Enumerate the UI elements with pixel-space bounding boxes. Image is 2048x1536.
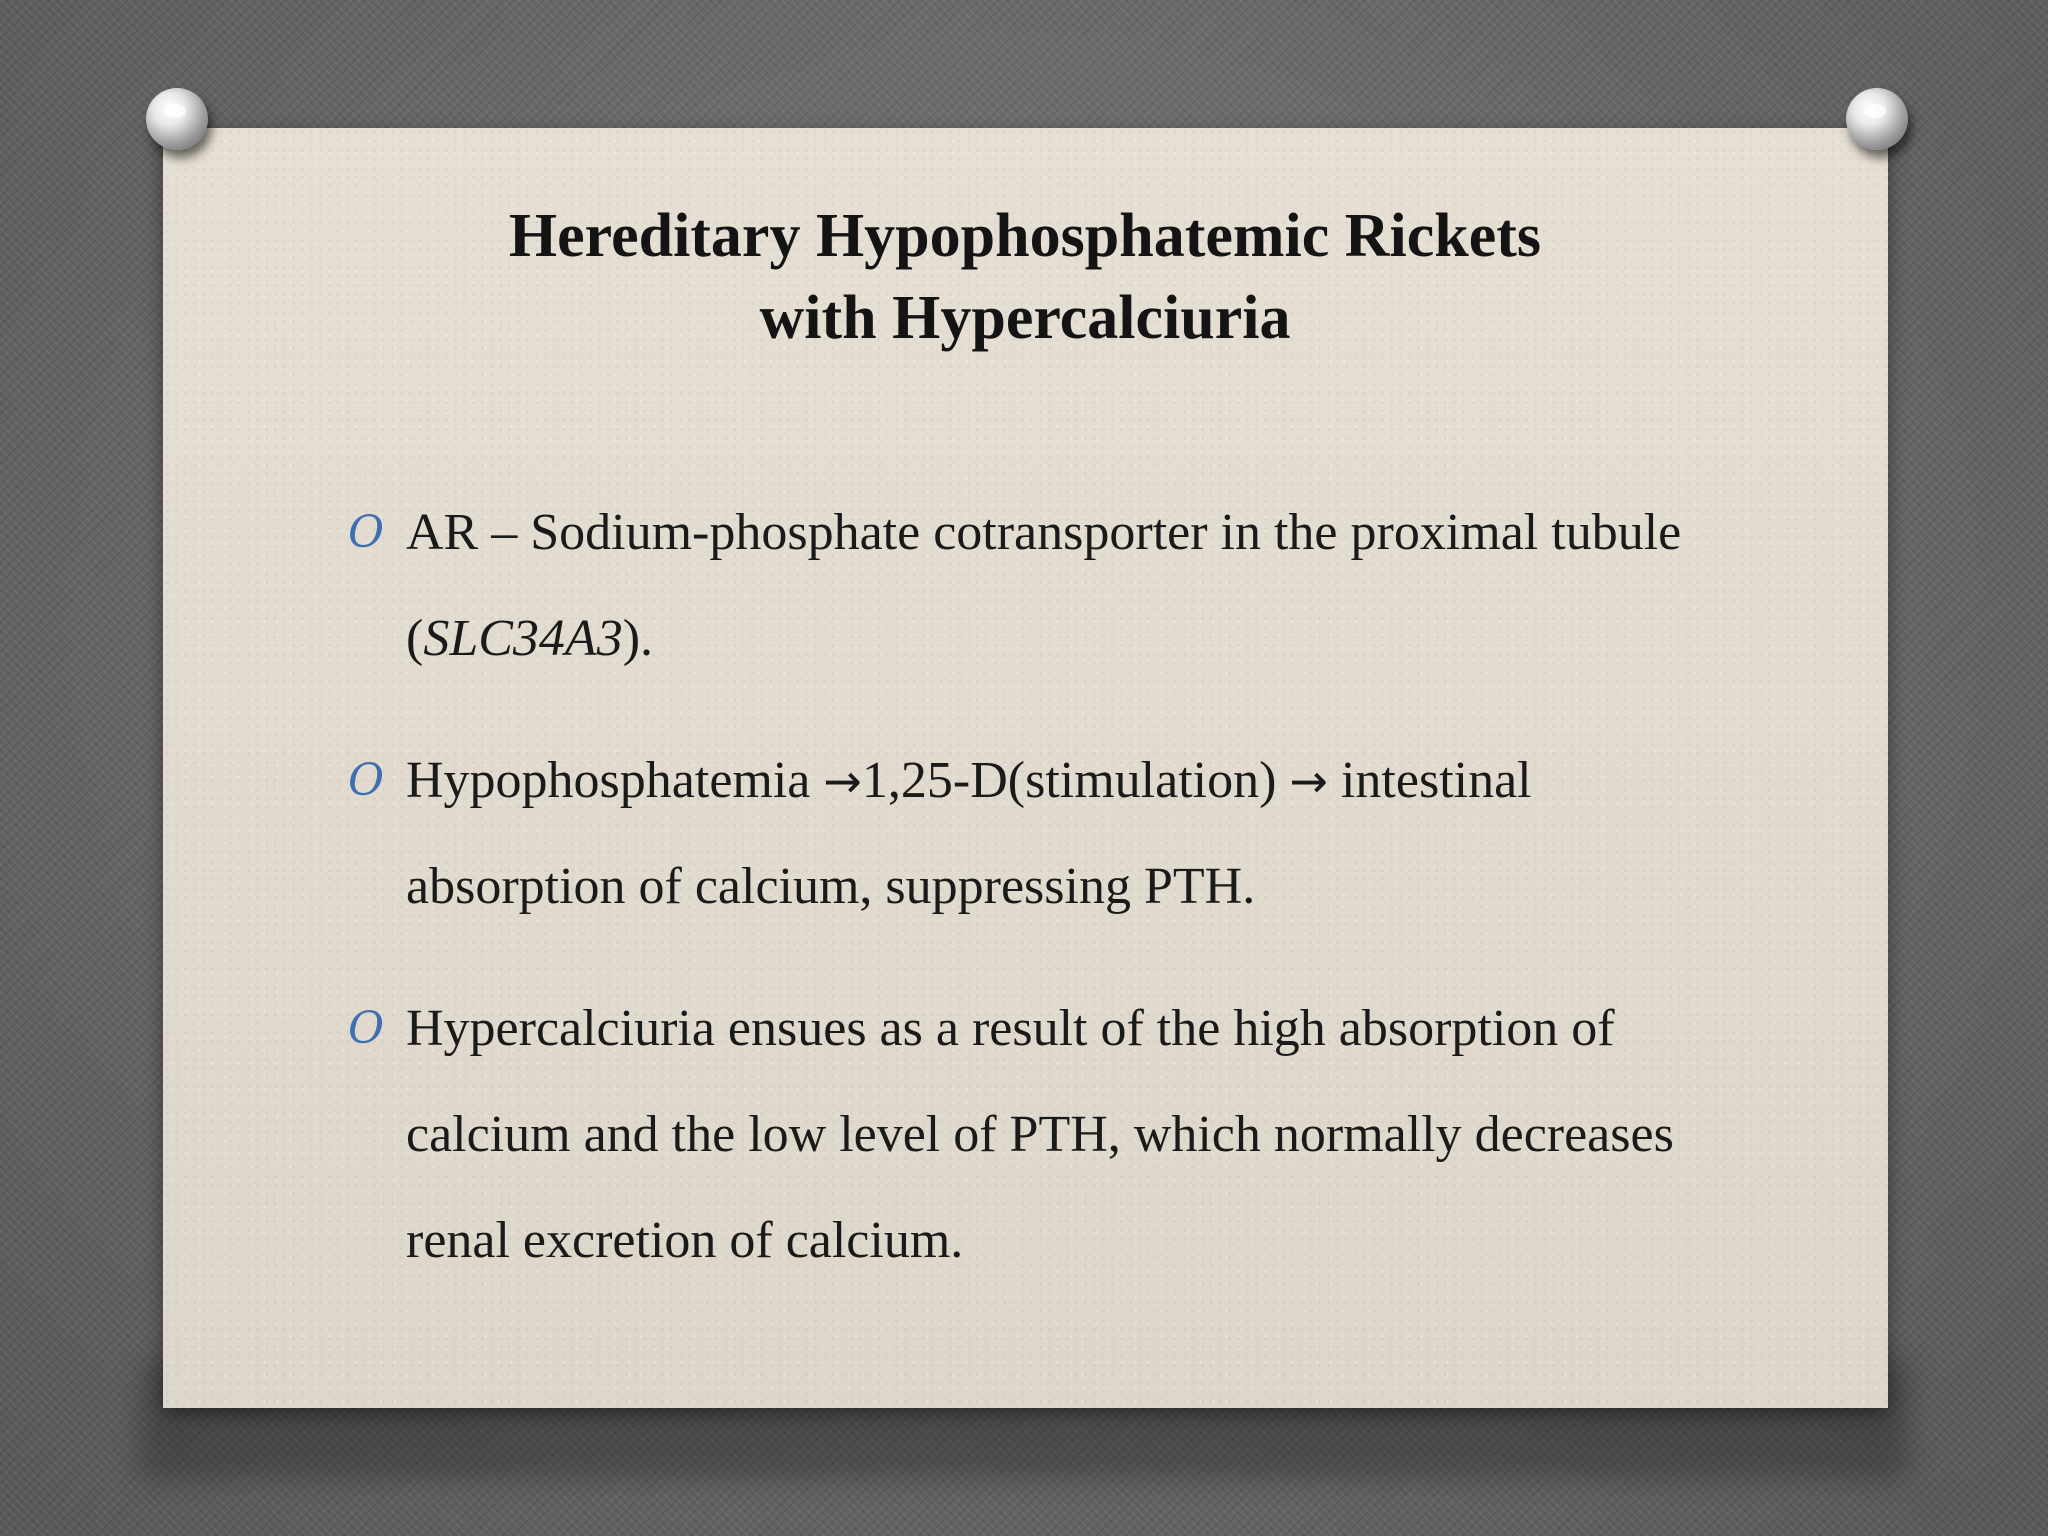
pushpin-left-icon	[146, 88, 208, 150]
bullet-icon: O	[348, 755, 385, 806]
arrow-right-icon: →	[1289, 754, 1328, 808]
bullet-item	[340, 976, 1740, 1294]
bullet-2-part3: intestinal absorption of calcium, suppressing PTH.	[406, 752, 1532, 915]
bullet-2-part2: 1,25-D(stimulation)	[861, 752, 1290, 809]
bullet-list	[340, 480, 1740, 1330]
pushpin-right-icon	[1846, 88, 1908, 150]
arrow-right-icon: →	[823, 754, 862, 808]
bullet-icon: O	[348, 507, 385, 558]
bullet-item	[340, 480, 1740, 692]
bullet-item	[340, 728, 1740, 940]
bullet-1-suffix: ).	[622, 610, 654, 667]
bullet-2-part1: Hypophosphatemia	[406, 752, 824, 809]
title-line-2: with Hypercalciuria	[759, 284, 1291, 352]
bullet-icon: O	[348, 1003, 385, 1054]
title-line-1: Hereditary Hypophosphatemic Rickets	[508, 202, 1542, 270]
slide-title	[300, 195, 1750, 359]
bullet-1-text: AR – Sodium-phosphate cotransporter in the proximal tubule (	[406, 504, 1682, 667]
gene-name: SLC34A3	[423, 610, 623, 667]
bullet-3-text: Hypercalciuria ensues as a result of the high absorption of calcium and the low level of PTH, which normally decreases renal excretion of calcium.	[406, 1000, 1674, 1269]
